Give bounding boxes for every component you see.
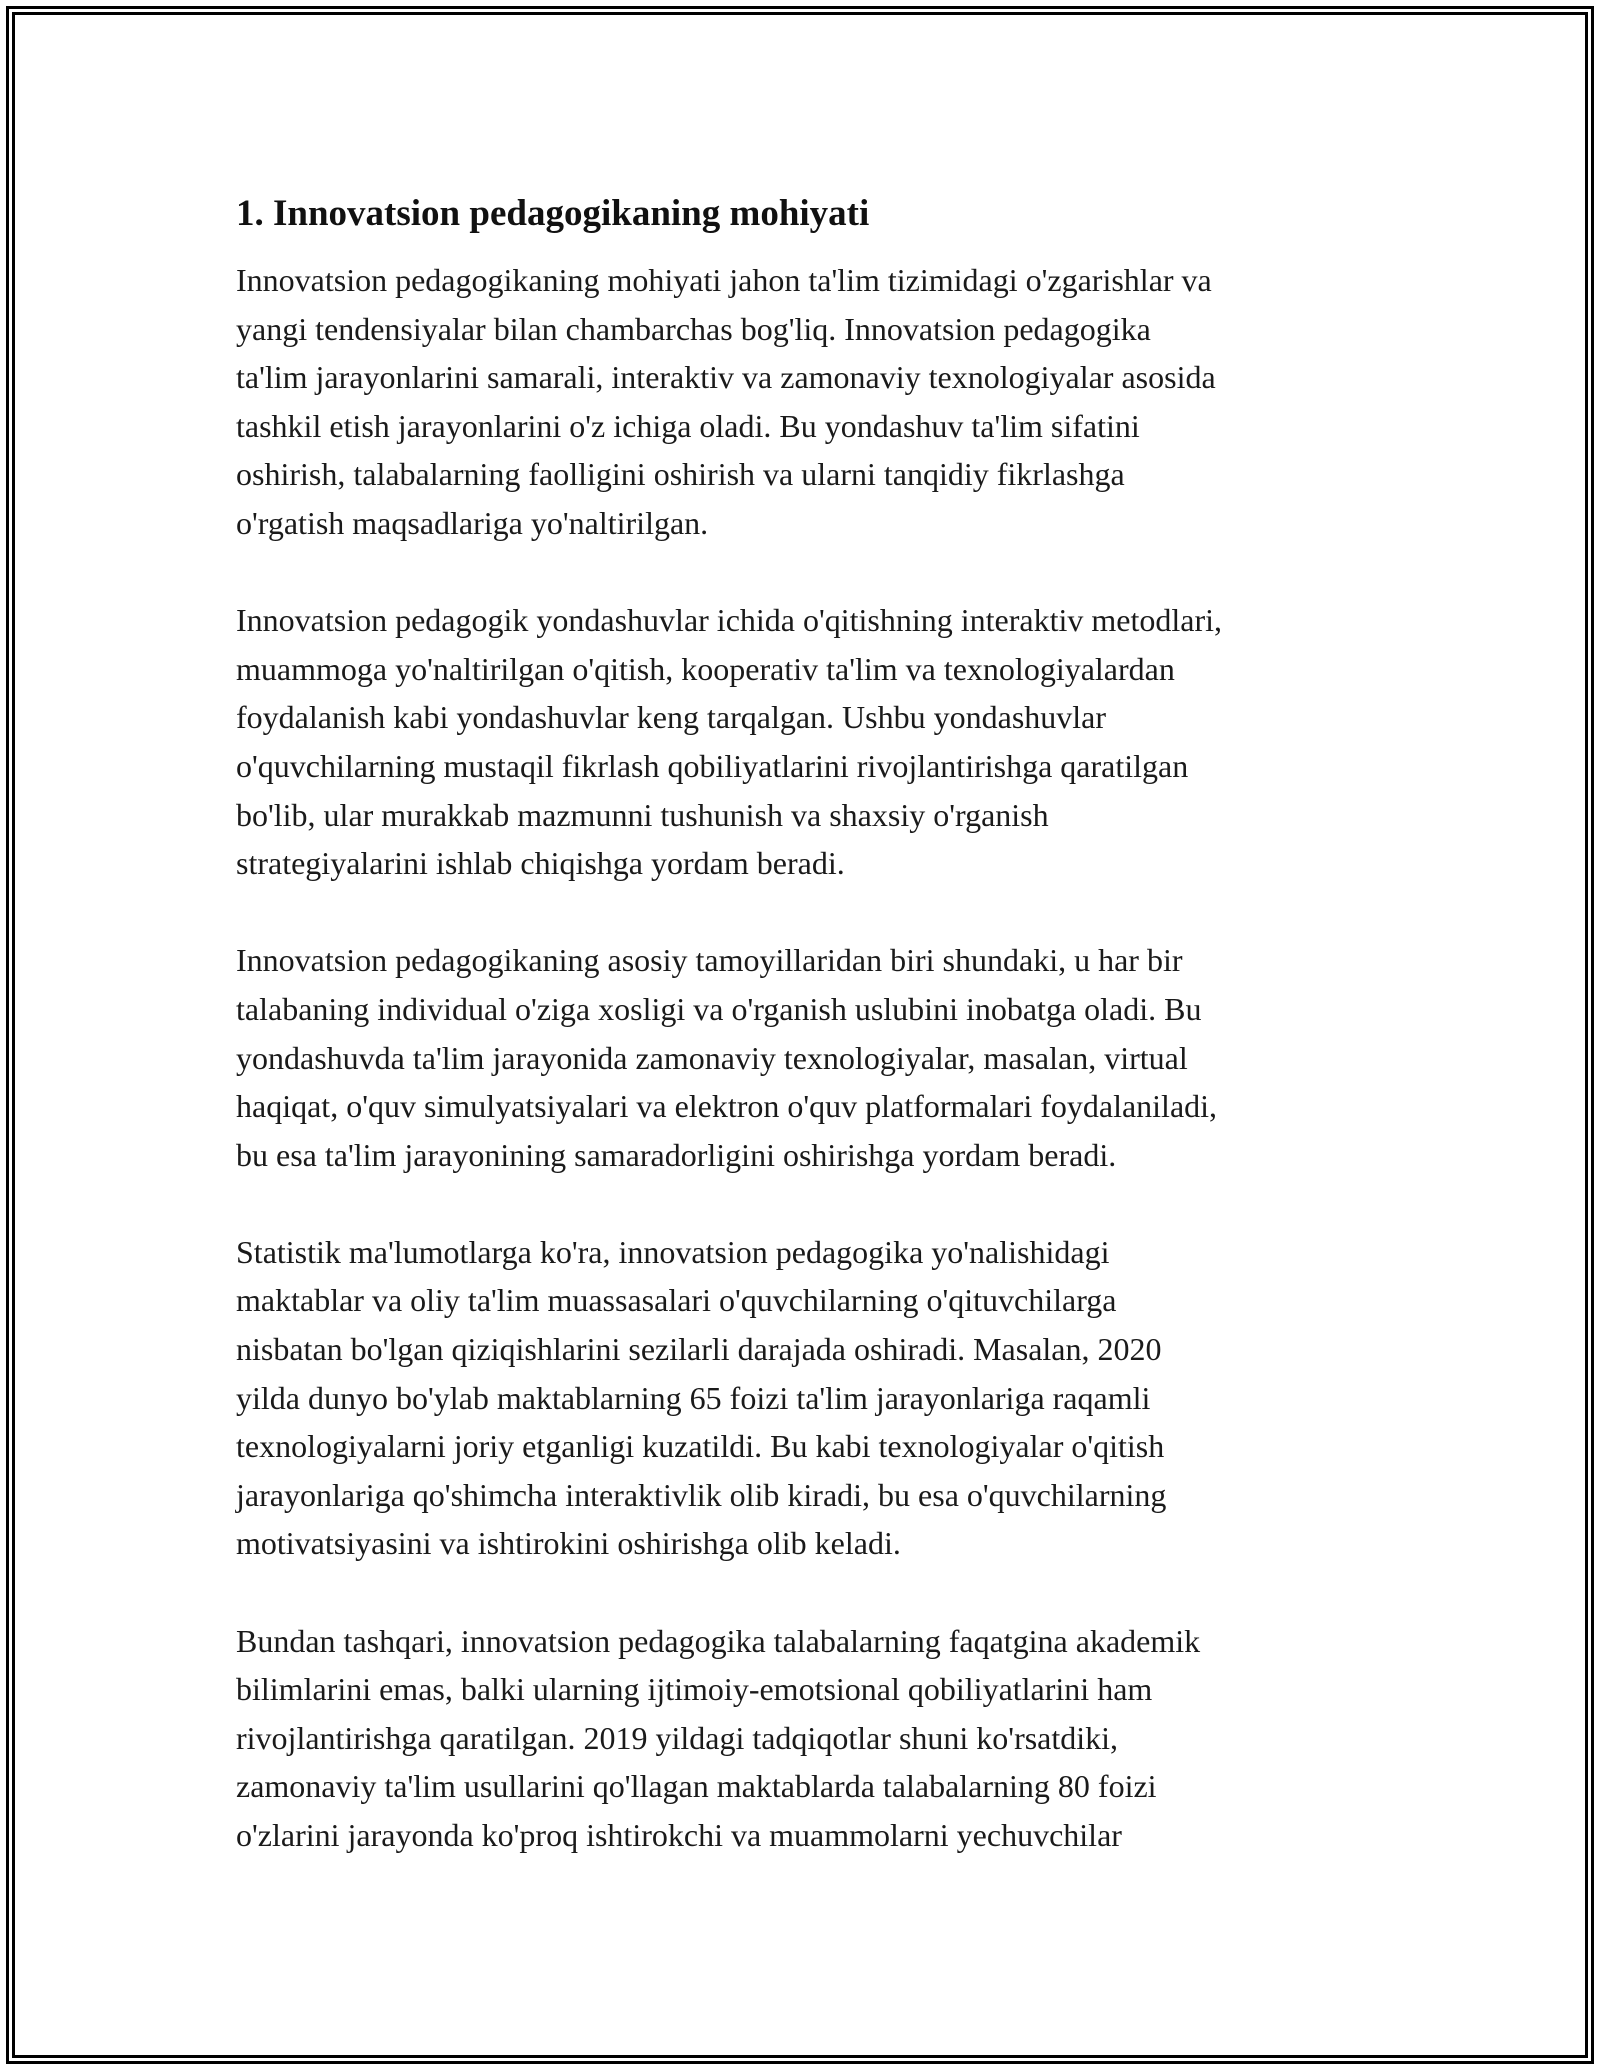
section-heading: 1. Innovatsion pedagogikaning mohiyati — [236, 193, 870, 234]
paragraph-statistics: Statistik ma'lumotlarga ko'ra, innovatsion pedagogika yo'nalishidagi maktablar va oliy ta'lim muassasalari o'quvchilarning o'qituvchilarga nisbatan bo'lgan qiziqishlarini sezilarli darajada oshiradi. Masalan, 2020 yilda dunyo bo'ylab maktablarning 65 foizi ta'lim jarayonlariga raqamli texnologiyalarni joriy etganligi kuzatildi. Bu kabi texnologiyalar o'qitish jarayonlariga qo'shimcha interaktivlik olib kiradi, bu esa o'quvchilarning motivatsiyasini va ishtirokini oshirishga olib keladi. — [236, 1233, 1167, 1562]
paragraph-social-emotional: Bundan tashqari, innovatsion pedagogika talabalarning faqatgina akademik bilimlarini emas, balki ularning ijtimoiy-emotsional qobiliyatlarini ham rivojlantirishga qaratilgan. 2019 yildagi tadqiqotlar shuni ko'rsatdiki, zamonaviy ta'lim usullarini qo'llagan maktablarda talabalarning 80 foizi o'zlarini jarayonda ko'proq ishtirokchi va muammolarni yechuvchilar — [236, 1622, 1201, 1853]
document-body — [236, 186, 1376, 1908]
paragraph-approaches: Innovatsion pedagogik yondashuvlar ichida o'qitishning interaktiv metodlari, muammoga yo'naltirilgan o'qitish, kooperativ ta'lim va texnologiyalardan foydalanish kabi yondashuvlar keng tarqalgan. Ushbu yondashuvlar o'quvchilarning mustaqil fikrlash qobiliyatlarini rivojlantirishga qaratilgan bo'lib, ular murakkab mazmunni tushunish va shaxsiy o'rganish strategiyalarini ishlab chiqishga yordam beradi. — [236, 602, 1223, 882]
paragraph-principles: Innovatsion pedagogikaning asosiy tamoyillaridan biri shundaki, u har bir talabaning individual o'ziga xosligi va o'rganish uslubini inobatga oladi. Bu yondashuvda ta'lim jarayonida zamonaviy texnologiyalar, masalan, virtual haqiqat, o'quv simulyatsiyalari va elektron o'quv platformalari foydalaniladi, bu esa ta'lim jarayonining samaradorligini oshirishga yordam beradi. — [236, 942, 1218, 1173]
paragraph-essence: Innovatsion pedagogikaning mohiyati jahon ta'lim tizimidagi o'zgarishlar va yangi tendensiyalar bilan chambarchas bog'liq. Innovatsion pedagogika ta'lim jarayonlarini samarali, interaktiv va zamonaviy texnologiyalar asosida tashkil etish jarayonlarini o'z ichiga oladi. Bu yondashuv ta'lim sifatini oshirish, talabalarning faolligini oshirish va ularni tanqidiy fikrlashga o'rgatish maqsadlariga yo'naltirilgan. — [236, 262, 1216, 541]
